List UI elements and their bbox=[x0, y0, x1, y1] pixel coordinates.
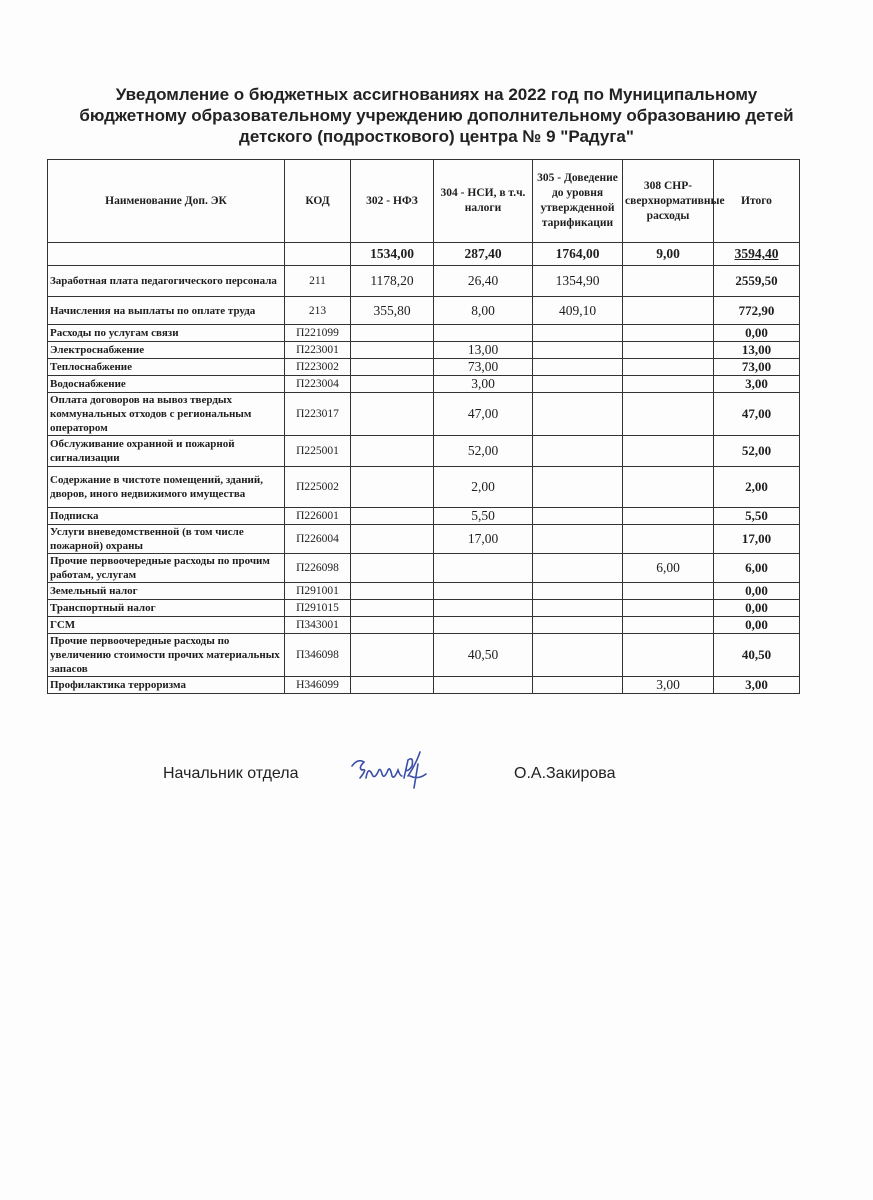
row-code: П223002 bbox=[285, 359, 351, 376]
table-row bbox=[48, 342, 800, 359]
row-305 bbox=[533, 677, 623, 694]
row-total: 772,90 bbox=[714, 297, 800, 325]
row-304: 40,50 bbox=[434, 634, 533, 677]
row-total: 0,00 bbox=[714, 583, 800, 600]
title-line-2: бюджетному образовательному учреждению дополнительному образованию детей bbox=[79, 106, 794, 125]
row-name: Подписка bbox=[48, 508, 285, 525]
row-302 bbox=[351, 634, 434, 677]
row-304: 26,40 bbox=[434, 266, 533, 297]
row-308 bbox=[623, 583, 714, 600]
row-302 bbox=[351, 325, 434, 342]
row-total: 52,00 bbox=[714, 436, 800, 467]
table-row bbox=[48, 617, 800, 634]
totals-304: 287,40 bbox=[434, 243, 533, 266]
totals-code bbox=[285, 243, 351, 266]
row-total: 5,50 bbox=[714, 508, 800, 525]
row-code: П226001 bbox=[285, 508, 351, 525]
row-code: П223004 bbox=[285, 376, 351, 393]
row-304: 17,00 bbox=[434, 525, 533, 554]
row-305: 409,10 bbox=[533, 297, 623, 325]
row-302 bbox=[351, 617, 434, 634]
row-308 bbox=[623, 525, 714, 554]
signature-block bbox=[163, 762, 663, 792]
row-name: Теплоснабжение bbox=[48, 359, 285, 376]
table-row bbox=[48, 600, 800, 617]
table-row bbox=[48, 554, 800, 583]
row-code: П226098 bbox=[285, 554, 351, 583]
signer-name: О.А.Закирова bbox=[514, 765, 616, 782]
row-305 bbox=[533, 525, 623, 554]
row-302 bbox=[351, 677, 434, 694]
row-code: П343001 bbox=[285, 617, 351, 634]
row-308 bbox=[623, 359, 714, 376]
row-code: 211 bbox=[285, 266, 351, 297]
table-row bbox=[48, 525, 800, 554]
row-code: 213 bbox=[285, 297, 351, 325]
row-name: Электроснабжение bbox=[48, 342, 285, 359]
row-code: П226004 bbox=[285, 525, 351, 554]
row-304: 47,00 bbox=[434, 393, 533, 436]
row-308 bbox=[623, 467, 714, 508]
row-305 bbox=[533, 634, 623, 677]
row-name: Водоснабжение bbox=[48, 376, 285, 393]
row-308 bbox=[623, 436, 714, 467]
row-name: Расходы по услугам связи bbox=[48, 325, 285, 342]
table-row bbox=[48, 677, 800, 694]
row-code: П223017 bbox=[285, 393, 351, 436]
row-302 bbox=[351, 359, 434, 376]
row-total: 0,00 bbox=[714, 617, 800, 634]
header-302: 302 - НФЗ bbox=[351, 160, 434, 243]
row-308 bbox=[623, 297, 714, 325]
row-name: Транспортный налог bbox=[48, 600, 285, 617]
row-308 bbox=[623, 342, 714, 359]
table-row bbox=[48, 634, 800, 677]
totals-308: 9,00 bbox=[623, 243, 714, 266]
row-305 bbox=[533, 342, 623, 359]
row-305 bbox=[533, 508, 623, 525]
row-code: П291015 bbox=[285, 600, 351, 617]
row-total: 13,00 bbox=[714, 342, 800, 359]
title-line-1: Уведомление о бюджетных ассигнованиях на 2022 год по Муниципальному bbox=[115, 85, 758, 104]
table-row bbox=[48, 436, 800, 467]
table-row bbox=[48, 467, 800, 508]
row-total: 0,00 bbox=[714, 325, 800, 342]
row-name: Профилактика терроризма bbox=[48, 677, 285, 694]
totals-row bbox=[48, 243, 800, 266]
row-304: 13,00 bbox=[434, 342, 533, 359]
budget-table bbox=[47, 159, 800, 694]
grand-total: 3594,40 bbox=[714, 243, 800, 266]
row-304 bbox=[434, 617, 533, 634]
row-305 bbox=[533, 325, 623, 342]
row-code: П346098 bbox=[285, 634, 351, 677]
row-304: 5,50 bbox=[434, 508, 533, 525]
table-row bbox=[48, 297, 800, 325]
row-304 bbox=[434, 600, 533, 617]
row-304: 73,00 bbox=[434, 359, 533, 376]
row-total: 73,00 bbox=[714, 359, 800, 376]
row-304: 8,00 bbox=[434, 297, 533, 325]
row-total: 40,50 bbox=[714, 634, 800, 677]
row-total: 47,00 bbox=[714, 393, 800, 436]
row-name: ГСМ bbox=[48, 617, 285, 634]
row-total: 6,00 bbox=[714, 554, 800, 583]
row-308 bbox=[623, 600, 714, 617]
row-code: П225002 bbox=[285, 467, 351, 508]
row-308 bbox=[623, 376, 714, 393]
table-row bbox=[48, 359, 800, 376]
row-302 bbox=[351, 436, 434, 467]
row-total: 2559,50 bbox=[714, 266, 800, 297]
row-total: 2,00 bbox=[714, 467, 800, 508]
row-code: П221099 bbox=[285, 325, 351, 342]
row-304 bbox=[434, 583, 533, 600]
totals-305: 1764,00 bbox=[533, 243, 623, 266]
row-302: 355,80 bbox=[351, 297, 434, 325]
table-header-row bbox=[48, 160, 800, 243]
row-code: Н346099 bbox=[285, 677, 351, 694]
handwritten-signature-icon bbox=[344, 746, 444, 796]
row-name: Услуги вневедомственной (в том числе пожарной) охраны bbox=[48, 525, 285, 554]
row-name: Оплата договоров на вывоз твердых коммунальных отходов с региональным оператором bbox=[48, 393, 285, 436]
row-302: 1178,20 bbox=[351, 266, 434, 297]
row-code: П225001 bbox=[285, 436, 351, 467]
row-name: Заработная плата педагогического персонала bbox=[48, 266, 285, 297]
row-302 bbox=[351, 554, 434, 583]
row-305 bbox=[533, 583, 623, 600]
row-302 bbox=[351, 583, 434, 600]
row-308 bbox=[623, 508, 714, 525]
row-name: Обслуживание охранной и пожарной сигнализации bbox=[48, 436, 285, 467]
table-row bbox=[48, 508, 800, 525]
row-305 bbox=[533, 436, 623, 467]
header-total: Итого bbox=[714, 160, 800, 243]
row-302 bbox=[351, 508, 434, 525]
document-title bbox=[0, 84, 873, 147]
row-total: 0,00 bbox=[714, 600, 800, 617]
header-name: Наименование Доп. ЭК bbox=[48, 160, 285, 243]
header-304: 304 - НСИ, в т.ч. налоги bbox=[434, 160, 533, 243]
row-305 bbox=[533, 376, 623, 393]
row-308: 3,00 bbox=[623, 677, 714, 694]
row-302 bbox=[351, 342, 434, 359]
title-line-3: детского (подросткового) центра № 9 "Радуга" bbox=[239, 127, 634, 146]
row-name: Начисления на выплаты по оплате труда bbox=[48, 297, 285, 325]
row-305: 1354,90 bbox=[533, 266, 623, 297]
row-308 bbox=[623, 325, 714, 342]
row-304: 52,00 bbox=[434, 436, 533, 467]
row-302 bbox=[351, 600, 434, 617]
row-total: 3,00 bbox=[714, 677, 800, 694]
row-305 bbox=[533, 359, 623, 376]
row-308 bbox=[623, 617, 714, 634]
row-name: Содержание в чистоте помещений, зданий, дворов, иного недвижимого имущества bbox=[48, 467, 285, 508]
row-304: 2,00 bbox=[434, 467, 533, 508]
row-308 bbox=[623, 634, 714, 677]
table-row bbox=[48, 393, 800, 436]
row-305 bbox=[533, 467, 623, 508]
row-304 bbox=[434, 677, 533, 694]
row-total: 17,00 bbox=[714, 525, 800, 554]
row-304 bbox=[434, 554, 533, 583]
table-row bbox=[48, 583, 800, 600]
row-302 bbox=[351, 525, 434, 554]
row-305 bbox=[533, 600, 623, 617]
row-305 bbox=[533, 617, 623, 634]
row-308: 6,00 bbox=[623, 554, 714, 583]
row-302 bbox=[351, 376, 434, 393]
row-302 bbox=[351, 393, 434, 436]
totals-302: 1534,00 bbox=[351, 243, 434, 266]
row-name: Прочие первоочередные расходы по прочим работам, услугам bbox=[48, 554, 285, 583]
row-304: 3,00 bbox=[434, 376, 533, 393]
row-302 bbox=[351, 467, 434, 508]
row-code: П223001 bbox=[285, 342, 351, 359]
row-305 bbox=[533, 393, 623, 436]
table-row bbox=[48, 325, 800, 342]
row-name: Земельный налог bbox=[48, 583, 285, 600]
row-304 bbox=[434, 325, 533, 342]
header-code: КОД bbox=[285, 160, 351, 243]
signer-position: Начальник отдела bbox=[163, 765, 299, 782]
row-total: 3,00 bbox=[714, 376, 800, 393]
table-row bbox=[48, 266, 800, 297]
row-308 bbox=[623, 266, 714, 297]
totals-name bbox=[48, 243, 285, 266]
row-308 bbox=[623, 393, 714, 436]
row-code: П291001 bbox=[285, 583, 351, 600]
header-305: 305 - Доведение до уровня утвержденной тарификации bbox=[533, 160, 623, 243]
table-row bbox=[48, 376, 800, 393]
header-308: 308 СНР-сверхнормативные расходы bbox=[623, 160, 714, 243]
row-305 bbox=[533, 554, 623, 583]
row-name: Прочие первоочередные расходы по увеличению стоимости прочих материальных запасов bbox=[48, 634, 285, 677]
